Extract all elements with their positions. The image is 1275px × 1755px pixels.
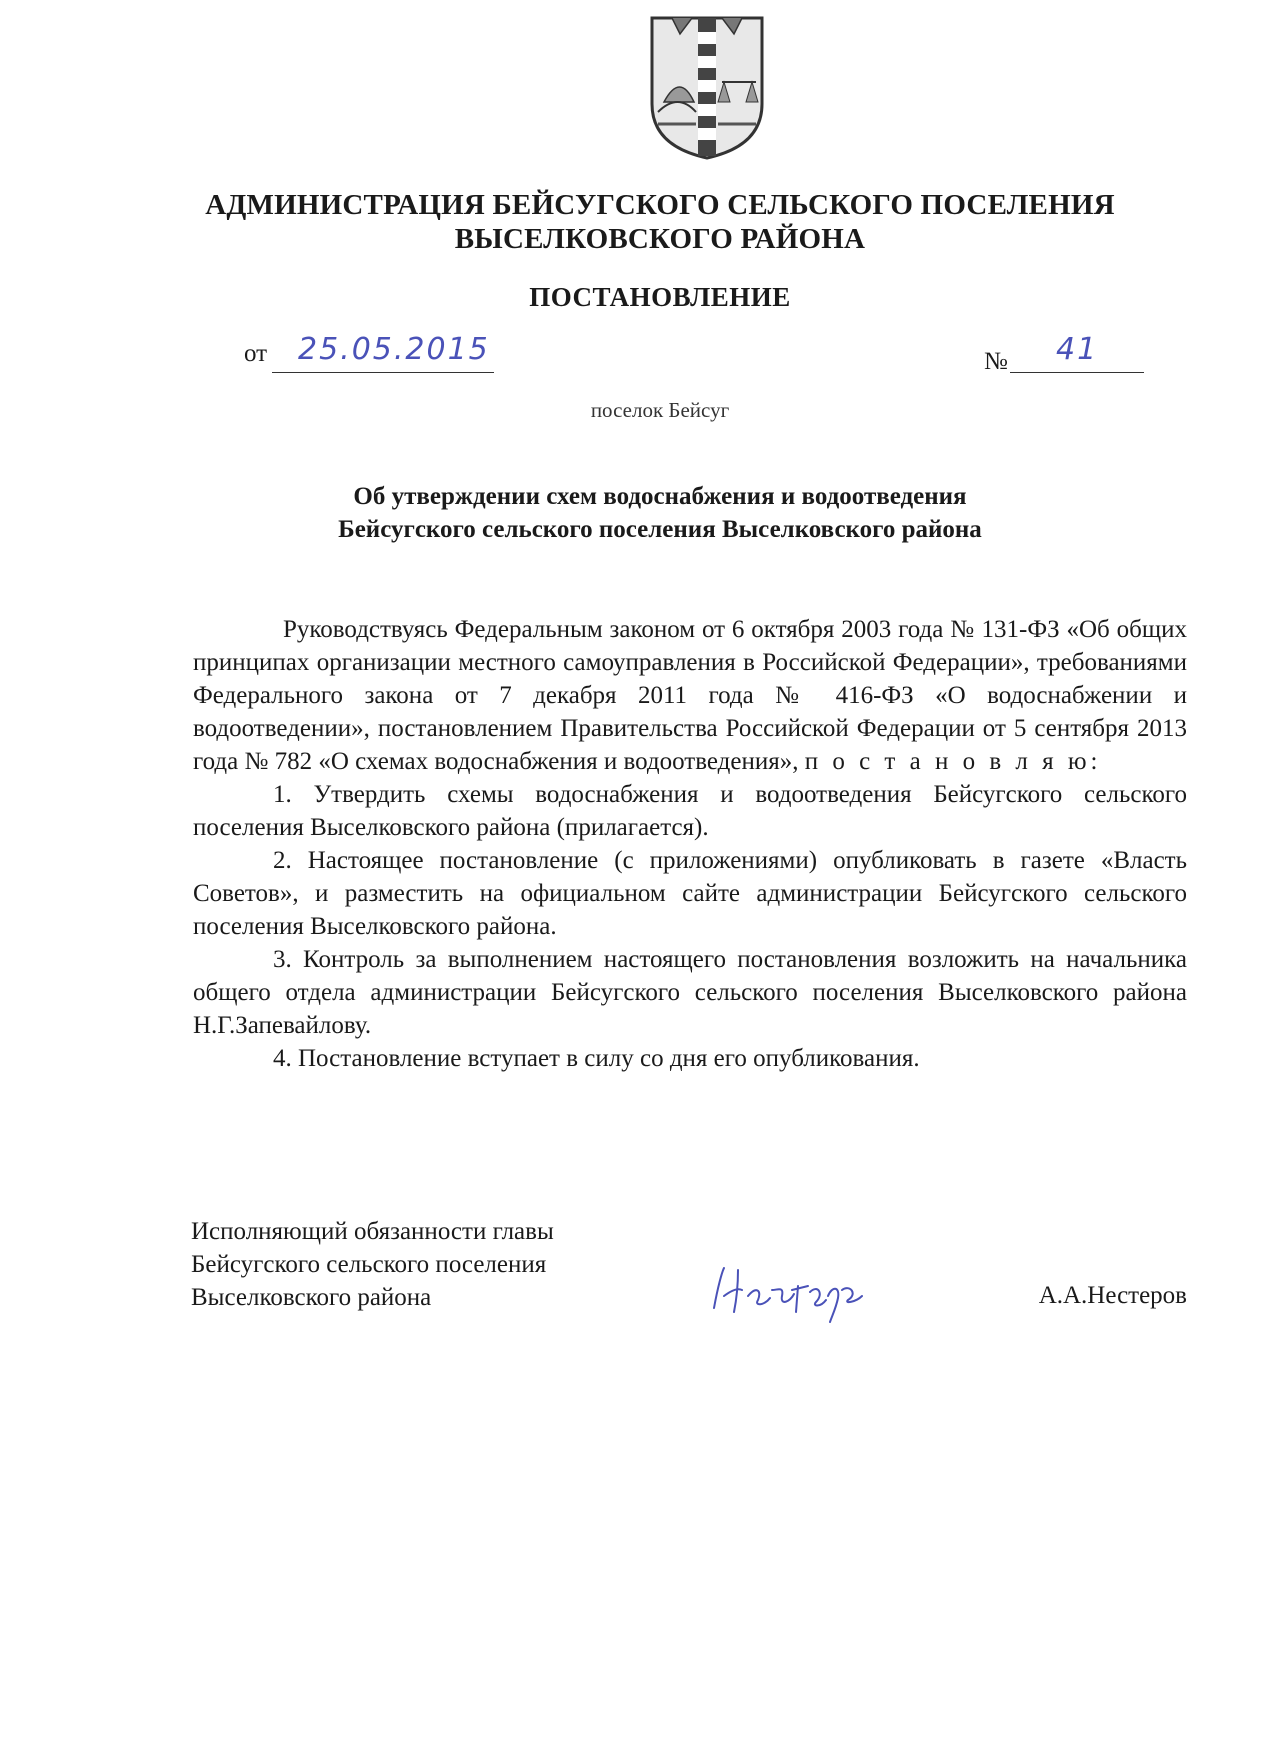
preamble-paragraph <box>193 613 1187 778</box>
document-type: ПОСТАНОВЛЕНИЕ <box>529 282 791 312</box>
organization-line-1: АДМИНИСТРАЦИЯ БЕЙСУГСКОГО СЕЛЬСКОГО ПОСЕЛЕНИЯ <box>205 189 1115 221</box>
decree-word: п о с т а н о в л я ю: <box>804 748 1102 775</box>
signer-position-line-3: Выселковского района <box>191 1284 432 1311</box>
preamble-text: Руководствуясь Федеральным законом от 6 октября 2003 года № 131-ФЗ «Об общих принципах организации местного самоуправления в Российской Федерации», требованиями Федерального закона от 7 декабря 2011 года № 416-ФЗ «О водоснабжении и водоотведении», постановлением Правительства Российской Федерации от 5 сентября 2013 года № 782 «О схемах водоснабжения и водоотведения», <box>193 616 1187 775</box>
number-value: 41 <box>1056 332 1099 367</box>
date-value: 25.05.2015 <box>298 332 490 367</box>
list-item: 2. Настоящее постановление (с приложениями) опубликовать в газете «Власть Советов», и разместить на официальном сайте администрации Бейсугского сельского поселения Выселковского района. <box>193 847 1187 940</box>
signer-name: А.А.Нестеров <box>1038 1282 1187 1309</box>
date-label: от <box>244 340 268 367</box>
list-item: 1. Утвердить схемы водоснабжения и водоотведения Бейсугского сельского поселения Выселковского района (прилагается). <box>193 781 1187 841</box>
list-item: 4. Постановление вступает в силу со дня его опубликования. <box>273 1045 920 1072</box>
date-field <box>272 332 494 373</box>
signer-position-line-2: Бейсугского сельского поселения <box>191 1251 547 1278</box>
document-subject <box>200 480 1120 546</box>
subject-line-2: Бейсугского сельского поселения Выселковского района <box>338 516 982 543</box>
handwritten-signature <box>708 1256 868 1326</box>
signer-position <box>191 1215 554 1314</box>
document-body <box>193 613 1187 1075</box>
place-name: поселок Бейсуг <box>590 398 730 422</box>
coat-of-arms-icon <box>648 12 766 162</box>
subject-line-1: Об утверждении схем водоснабжения и водоотведения <box>353 483 967 510</box>
list-item: 3. Контроль за выполнением настоящего постановления возложить на начальника общего отдела администрации Бейсугского сельского поселения Выселковского района Н.Г.Запевайлову. <box>193 946 1187 1039</box>
signer-position-line-1: Исполняющий обязанности главы <box>191 1218 554 1245</box>
number-label: № <box>984 348 1008 375</box>
number-field <box>1010 332 1144 373</box>
organization-name <box>160 188 1160 256</box>
signature-text: Нестеров <box>708 1256 712 1257</box>
organization-line-2: ВЫСЕЛКОВСКОГО РАЙОНА <box>454 223 866 255</box>
